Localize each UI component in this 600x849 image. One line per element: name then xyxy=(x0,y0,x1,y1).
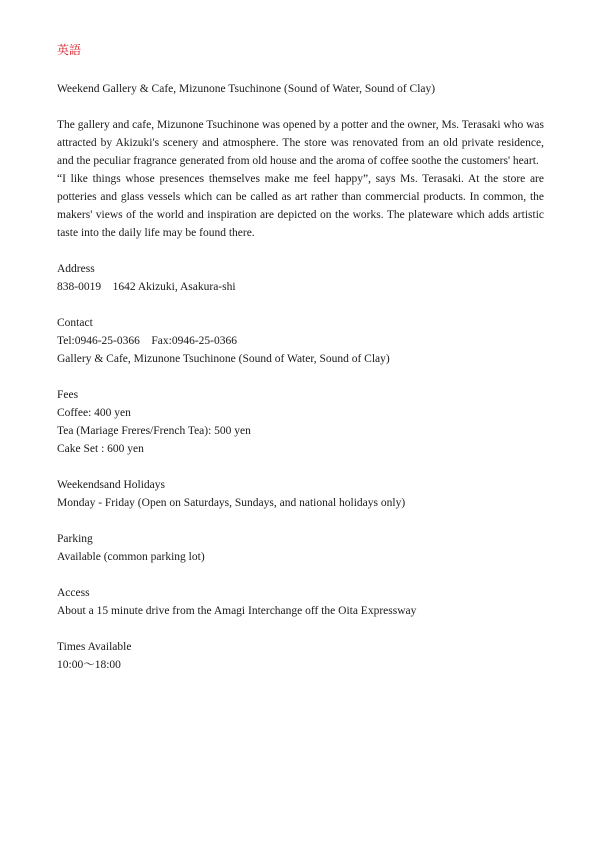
parking-value: Available (common parking lot) xyxy=(57,551,205,563)
access-value: About a 15 minute drive from the Amagi Interchange off the Oita Expressway xyxy=(57,605,417,617)
document-body xyxy=(57,80,544,674)
section-heading: Fees xyxy=(57,389,79,401)
section-heading: Parking xyxy=(57,533,93,545)
contact-phone-fax: Tel:0946-25-0366 Fax:0946-25-0366 xyxy=(57,335,237,347)
intro-text xyxy=(57,116,544,242)
fees-section xyxy=(57,386,544,458)
holidays-section xyxy=(57,476,544,512)
parking-section xyxy=(57,530,544,566)
address-value: 838-0019 1642 Akizuki, Asakura-shi xyxy=(57,281,236,293)
fee-item: Cake Set : 600 yen xyxy=(57,443,144,455)
access-section xyxy=(57,584,544,620)
section-heading: Contact xyxy=(57,317,93,329)
language-label: 英語 xyxy=(57,43,82,57)
section-heading: Address xyxy=(57,263,95,275)
intro-paragraph: “I like things whose presences themselves make me feel happy”, says Ms. Terasaki. At the store are potteries and glass vessels which can be called as art rather than commercial products. In common, the makers' views of the world and inspiration are depicted on the works. The plateware which adds artistic taste into the daily life may be found there. xyxy=(57,173,544,239)
address-section xyxy=(57,260,544,296)
page-title: Weekend Gallery & Cafe, Mizunone Tsuchinone (Sound of Water, Sound of Clay) xyxy=(57,83,436,95)
intro-paragraph: The gallery and cafe, Mizunone Tsuchinone was opened by a potter and the owner, Ms. Terasaki who was attracted by Akizuki's scenery and atmosphere. The store was renovated from an old private residence, and the peculiar fragrance generated from old house and the aroma of coffee soothe the customers' heart. xyxy=(57,119,544,167)
times-section xyxy=(57,638,544,674)
fee-item: Tea (Mariage Freres/French Tea): 500 yen xyxy=(57,425,251,437)
section-heading: Times Available xyxy=(57,641,132,653)
holidays-value: Monday - Friday (Open on Saturdays, Sundays, and national holidays only) xyxy=(57,497,406,509)
contact-section xyxy=(57,314,544,368)
contact-name: Gallery & Cafe, Mizunone Tsuchinone (Sound of Water, Sound of Clay) xyxy=(57,353,390,365)
fee-item: Coffee: 400 yen xyxy=(57,407,131,419)
section-heading: Weekendsand Holidays xyxy=(57,479,165,491)
section-heading: Access xyxy=(57,587,90,599)
times-value: 10:00～18:00 xyxy=(57,659,121,671)
